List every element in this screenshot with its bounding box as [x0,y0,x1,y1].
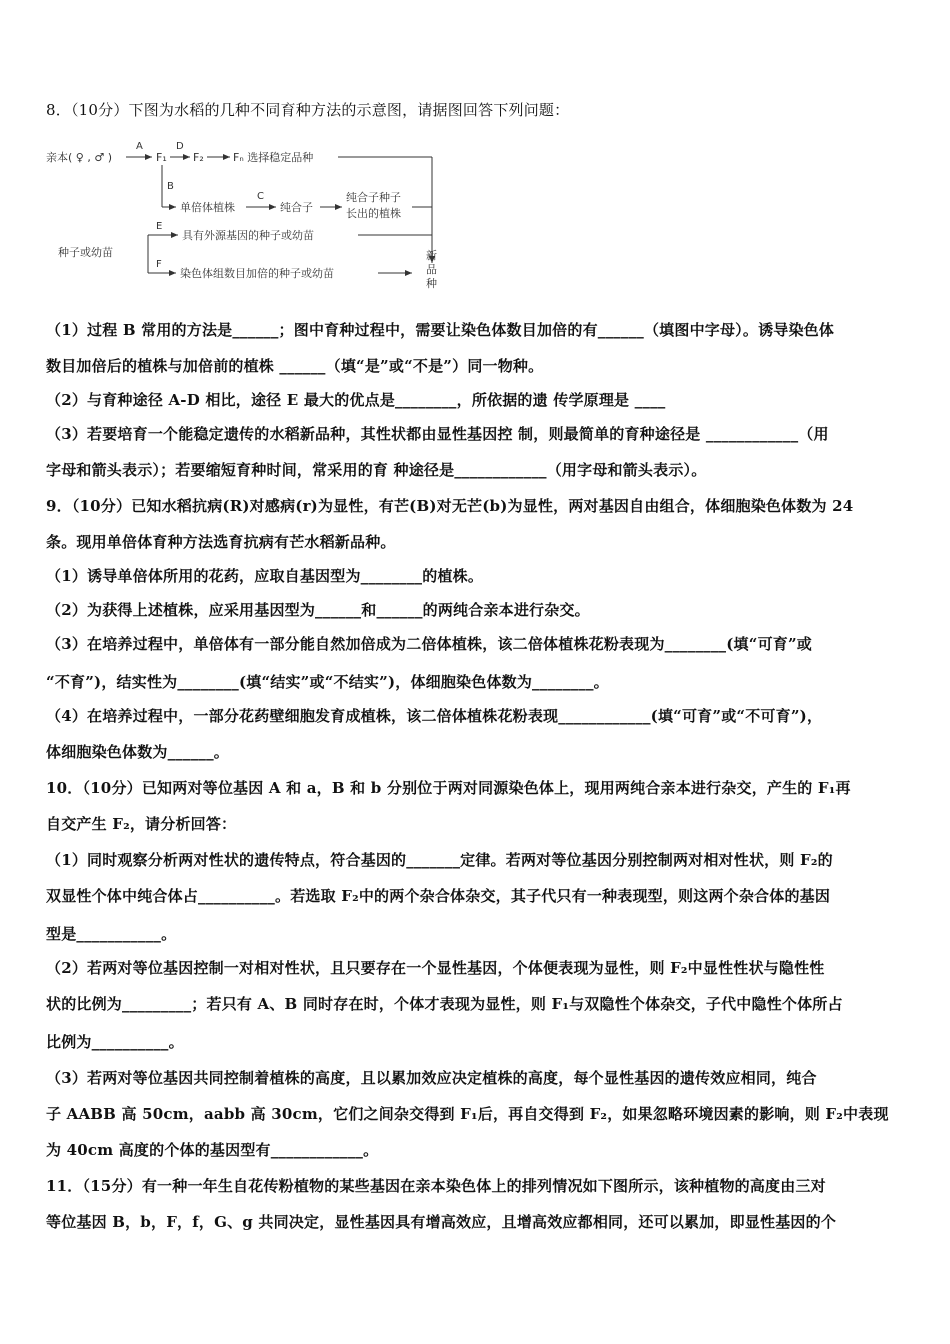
diagram-new-1: 新 [426,249,437,262]
diagram-pure-seed-2: 长出的植株 [346,207,401,220]
q10-line-11: 为 40cm 高度的个体的基因型有____________。 [46,1141,379,1159]
q9-line-5: （3）在培养过程中，单倍体有一部分能自然加倍成为二倍体植株，该二倍体植株花粉表现为________(填“可育”或 [46,635,812,653]
diagram-pure: 纯合子 [280,201,313,214]
q9-line-1: 9．（10分）已知水稻抗病(R)对感病(r)为显性，有芒(B)对无芒(b)为显性，两对基因自由组合，体细胞染色体数为 24 [46,497,854,515]
q10-line-5: 型是___________。 [46,925,177,943]
q10-line-3: （1）同时观察分析两对性状的遗传特点，符合基因的_______定律。若两对等位基因分别控制两对相对性状，则 F₂的 [46,851,833,869]
q10-line-6: （2）若两对等位基因控制一对相对性状，且只要存在一个显性基因，个体便表现为显性，则 F₂中显性性状与隐性性 [46,959,825,977]
diagram-new-2: 品 [426,263,437,276]
q10-line-4: 双显性个体中纯合体占__________。若选取 F₂中的两个杂合体杂交，其子代只有一种表现型，则这两个杂合体的基因 [46,887,831,905]
diagram-new-3: 种 [426,277,437,290]
q9-line-3: （1）诱导单倍体所用的花药，应取自基因型为________的植株。 [46,567,484,585]
q11-line-2: 等位基因 B，b，F，f，G、g 共同决定，显性基因具有增高效应，且增高效应都相同，还可以累加，即显性基因的个 [46,1213,837,1231]
breeding-methods-diagram [40,135,460,295]
q10-line-8: 比例为__________。 [46,1033,184,1051]
label-c: C [257,191,264,202]
diagram-f1: F₁ [156,151,167,164]
diagram-fn: Fₙ 选择稳定品种 [233,151,314,164]
q10-line-7: 状的比例为_________；若只有 A、B 同时存在时，个体才表现为显性，则 F₁与双隐性个体杂交，子代中隐性个体所占 [46,995,843,1013]
q11-line-1: 11．（15分）有一种一年生自花传粉植物的某些基因在亲本染色体上的排列情况如下图所示，该种植物的高度由三对 [46,1177,826,1195]
q9-line-7: （4）在培养过程中，一部分花药壁细胞发育成植株，该二倍体植株花粉表现____________(填“可育”或“不可育”)， [46,707,823,725]
q9-line-8: 体细胞染色体数为______。 [46,743,230,761]
label-a: A [136,141,143,152]
label-b: B [167,181,174,192]
q8-line-2: 数目加倍后的植株与加倍前的植株 ______（填“是”或“不是”）同一物种。 [46,357,544,375]
diagram-parent: 亲本( ♀ , ♂ ) [46,151,112,164]
label-f: F [156,259,162,270]
label-e: E [156,221,163,232]
diagram-haploid: 单倍体植株 [180,201,235,214]
diagram-doubled: 染色体组数目加倍的种子或幼苗 [180,267,334,280]
q9-line-4: （2）为获得上述植株，应采用基因型为______和______的两纯合亲本进行杂交。 [46,601,590,619]
q8-line-3: （2）与育种途径 A-D 相比，途径 E 最大的优点是________，所依据的遗 传学原理是 ____ [46,391,666,409]
q8-line-4: （3）若要培育一个能稳定遗传的水稻新品种，其性状都由显性基因控 制，则最简单的育种途径是 ____________（用 [46,425,829,443]
diagram-foreign: 具有外源基因的种子或幼苗 [182,229,314,242]
q8-line-1: （1）过程 B 常用的方法是______；图中育种过程中，需要让染色体数目加倍的有______（填图中字母）。诱导染色体 [46,321,835,339]
diagram-seed: 种子或幼苗 [58,246,113,259]
label-d: D [176,141,184,152]
q8-line-5: 字母和箭头表示）；若要缩短育种时间，常采用的育 种途径是____________（用字母和箭头表示）。 [46,461,707,479]
q9-line-6: “不育”)，结实性为________(填“结实”或“不结实”)，体细胞染色体数为________。 [46,673,609,691]
q10-line-1: 10．（10分）已知两对等位基因 A 和 a，B 和 b 分别位于两对同源染色体上，现用两纯合亲本进行杂交，产生的 F₁再 [46,779,851,797]
q9-line-2: 条。现用单倍体育种方法选育抗病有芒水稻新品种。 [46,533,396,551]
diagram-f2: F₂ [193,151,204,164]
q10-line-10: 子 AABB 高 50cm，aabb 高 30cm，它们之间杂交得到 F₁后，再自交得到 F₂，如果忽略环境因素的影响，则 F₂中表现 [46,1105,889,1123]
diagram-pure-seed-1: 纯合子种子 [346,191,401,204]
q8-heading: 8．（10分）下图为水稻的几种不同育种方法的示意图，请据图回答下列问题： [46,101,570,119]
q10-line-2: 自交产生 F₂，请分析回答： [46,815,237,833]
q10-line-9: （3）若两对等位基因共同控制着植株的高度，且以累加效应决定植株的高度，每个显性基因的遗传效应相同，纯合 [46,1069,817,1087]
